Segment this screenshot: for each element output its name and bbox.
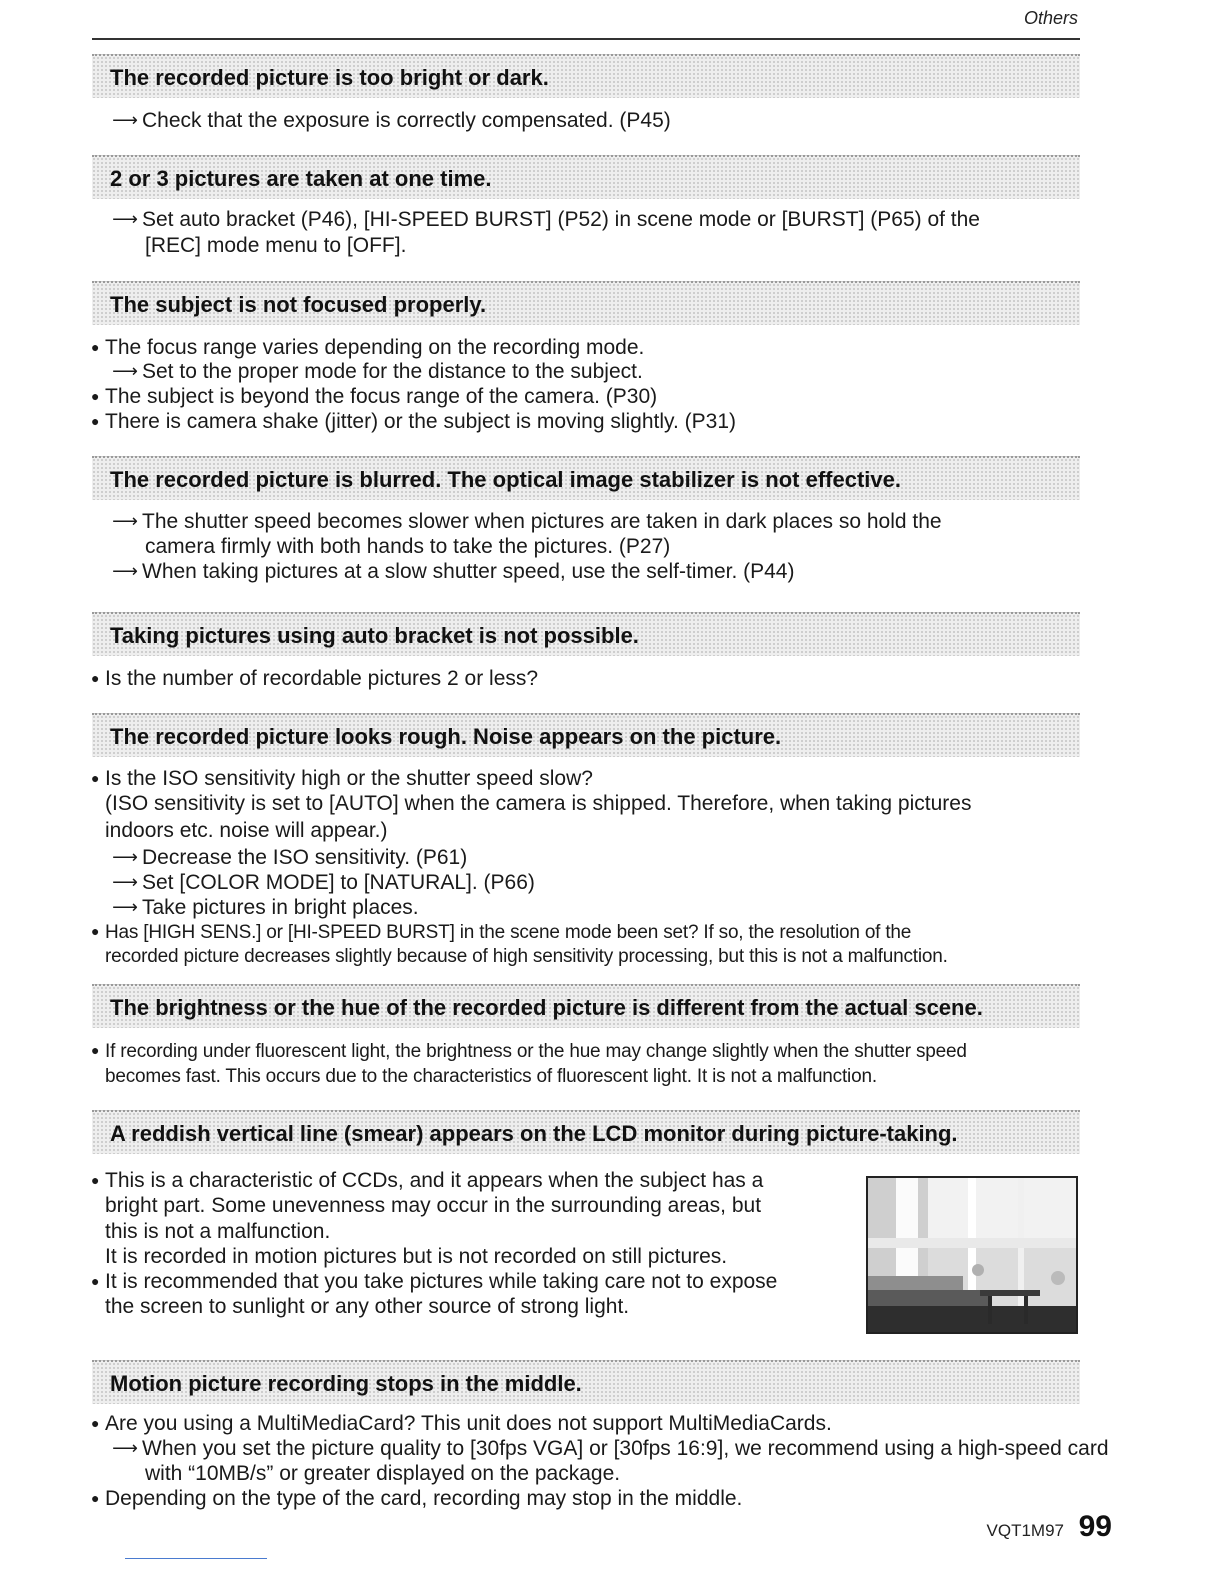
arrow-icon: ⟶ [112, 209, 138, 229]
heading-blurred: The recorded picture is blurred. The optical image stabilizer is not effective. [92, 456, 1080, 500]
page-number: 99 [1078, 1510, 1112, 1543]
heading-brightness-hue: The brightness or the hue of the recorded picture is different from the actual scene. [92, 984, 1080, 1028]
text-line: this is not a malfunction. [105, 1220, 331, 1243]
arrow-icon: ⟶ [112, 511, 138, 531]
text-line: ● Is the number of recordable pictures 2 or less? [91, 667, 539, 690]
text-line: ⟶ Set to the proper mode for the distance to the subject. [108, 359, 643, 384]
top-rule [92, 38, 1080, 40]
text-line: ● Depending on the type of the card, recording may stop in the middle. [91, 1487, 743, 1510]
model-code: VQT1M97 [986, 1521, 1064, 1540]
text-line: (ISO sensitivity is set to [AUTO] when the camera is shipped. Therefore, when taking pictures [105, 792, 972, 815]
arrow-icon: ⟶ [112, 561, 138, 581]
text-line: ● The focus range varies depending on the recording mode. [91, 336, 645, 359]
heading-rough-noise: The recorded picture looks rough. Noise appears on the picture. [92, 713, 1080, 757]
text-line: recorded picture decreases slightly because of high sensitivity processing, but this is not a malfunction. [105, 946, 948, 967]
text-line: ⟶ When you set the picture quality to [30fps VGA] or [30fps 16:9], we recommend using a high-speed card [108, 1436, 1109, 1461]
bullet-icon: ● [91, 1415, 100, 1431]
text-line: with “10MB/s” or greater displayed on the package. [145, 1462, 621, 1485]
arrow-icon: ⟶ [112, 847, 138, 867]
heading-not-focused: The subject is not focused properly. [92, 281, 1080, 325]
text-line: ⟶ When taking pictures at a slow shutter speed, use the self-timer. (P44) [108, 559, 794, 584]
text-line: [REC] mode menu to [OFF]. [145, 234, 407, 257]
text-line: ● If recording under fluorescent light, the brightness or the hue may change slightly when the shutter speed [91, 1038, 967, 1064]
text-line: indoors etc. noise will appear.) [105, 819, 388, 842]
arrow-icon: ⟶ [112, 1438, 138, 1458]
text-line: the screen to sunlight or any other source of strong light. [105, 1295, 630, 1318]
bullet-icon: ● [91, 1273, 100, 1289]
bullet-icon: ● [91, 413, 100, 429]
bullet-icon: ● [91, 1172, 100, 1188]
text-line: It is recorded in motion pictures but is not recorded on still pictures. [105, 1245, 728, 1268]
text-line: becomes fast. This occurs due to the characteristics of fluorescent light. It is not a malfunction. [105, 1066, 877, 1087]
arrow-icon: ⟶ [112, 110, 138, 130]
heading-too-bright-or-dark: The recorded picture is too bright or dark. [92, 54, 1080, 98]
text-line: ● It is recommended that you take pictures while taking care not to expose [91, 1270, 778, 1293]
bullet-icon: ● [91, 670, 100, 686]
bullet-icon: ● [91, 339, 100, 355]
heading-auto-bracket: Taking pictures using auto bracket is not possible. [92, 612, 1080, 656]
heading-smear: A reddish vertical line (smear) appears on the LCD monitor during picture-taking. [92, 1110, 1080, 1154]
bullet-icon: ● [91, 770, 100, 786]
bullet-icon: ● [91, 388, 100, 404]
smear-example-image [868, 1178, 1076, 1332]
arrow-icon: ⟶ [112, 872, 138, 892]
section-label: Others [1023, 8, 1078, 28]
text-line: ⟶ Set [COLOR MODE] to [NATURAL]. (P66) [108, 870, 535, 895]
text-line: ● Is the ISO sensitivity high or the shutter speed slow? [91, 767, 593, 790]
arrow-icon: ⟶ [112, 361, 138, 381]
footer-link-underline [125, 1558, 267, 1559]
text-line: ● Are you using a MultiMediaCard? This unit does not support MultiMediaCards. [91, 1412, 832, 1435]
text-line: ⟶ The shutter speed becomes slower when pictures are taken in dark places so hold the [108, 509, 942, 534]
text-line: ● There is camera shake (jitter) or the subject is moving slightly. (P31) [91, 410, 737, 433]
text-line: bright part. Some unevenness may occur in the surrounding areas, but [105, 1194, 762, 1217]
text-line: ● This is a characteristic of CCDs, and it appears when the subject has a [91, 1169, 764, 1192]
heading-motion-picture-stops: Motion picture recording stops in the middle. [92, 1360, 1080, 1404]
heading-multiple-pictures: 2 or 3 pictures are taken at one time. [92, 155, 1080, 199]
text-line: ⟶ Decrease the ISO sensitivity. (P61) [108, 845, 467, 870]
text-line: ● The subject is beyond the focus range of the camera. (P30) [91, 385, 658, 408]
arrow-icon: ⟶ [112, 897, 138, 917]
text-line: ⟶ Take pictures in bright places. [108, 895, 419, 920]
bullet-icon: ● [91, 1042, 100, 1058]
text-line: ● Has [HIGH SENS.] or [HI-SPEED BURST] in the scene mode been set? If so, the resolution of the [91, 919, 911, 945]
smear-example-photo [866, 1176, 1078, 1334]
bullet-icon: ● [91, 923, 100, 939]
text-line: ⟶ Check that the exposure is correctly compensated. (P45) [108, 108, 671, 133]
text-line: ⟶ Set auto bracket (P46), [HI-SPEED BURST] (P52) in scene mode or [BURST] (P65) of the [108, 207, 980, 232]
text-line: camera firmly with both hands to take the pictures. (P27) [145, 535, 671, 558]
bullet-icon: ● [91, 1490, 100, 1506]
